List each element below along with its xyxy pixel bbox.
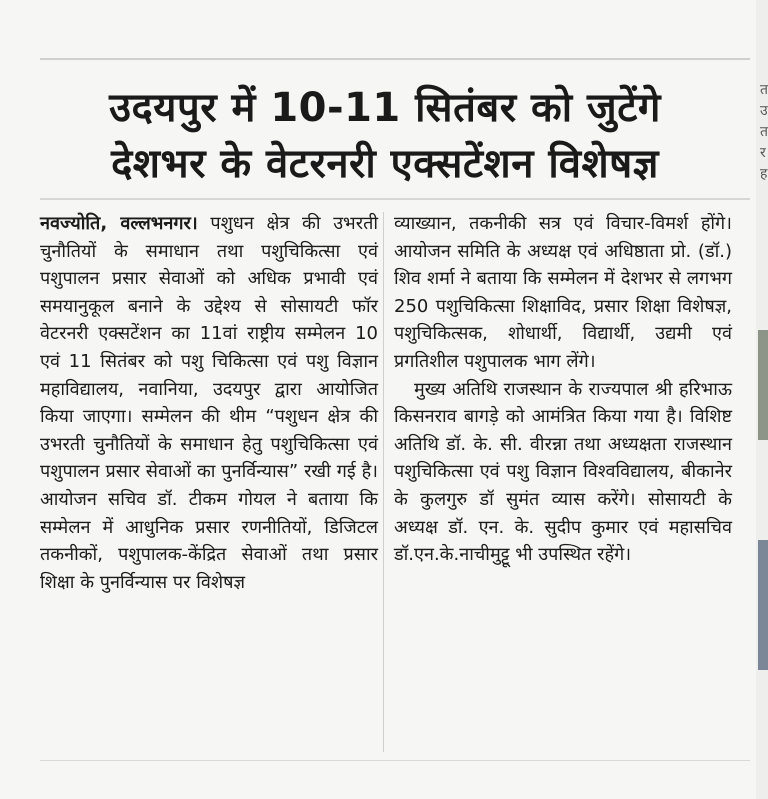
article-paragraph: मुख्य अतिथि राजस्थान के राज्यपाल श्री हरिभाऊ किसनराव बागड़े को आमंत्रित किया गया है। विशिष्ट अतिथि डॉ. के. सी. वीरन्ना तथा अध्यक्षता राजस्थान पशुचिकित्सा एवं पशु विज्ञान विश्वविद्यालय, बीकानेर के कुलगुरु डॉ सुमंत व्यास करेंगे। सोसायटी के अध्यक्ष डॉ. एन. के. सुदीप कुमार एवं महासचिव डॉ.एन.के.नाचीमुट्टू भी उपस्थित रहेंगे। — [394, 378, 732, 566]
article-column-right — [394, 210, 732, 569]
edge-text-line: र — [760, 145, 766, 161]
headline-line-2: देशभर के वेटरनरी एक्सटेंशन विशेषज्ञ — [111, 141, 659, 187]
column-divider — [383, 212, 384, 752]
headline-line-1: उदयपुर में 10-11 सितंबर को जुटेंगे — [109, 85, 661, 131]
adjacent-photo — [758, 540, 768, 670]
adjacent-photo — [758, 330, 768, 440]
article-paragraph — [40, 210, 378, 596]
edge-text-line: त — [760, 82, 768, 98]
top-divider — [40, 58, 750, 60]
article-column-left — [40, 210, 378, 596]
article-paragraph: व्याख्यान, तकनीकी सत्र एवं विचार-विमर्श होंगे। आयोजन समिति के अध्यक्ष एवं अधिष्ठाता प्रो. (डॉ.) शिव शर्मा ने बताया कि सम्मेलन में देशभर से लगभग 250 पशुचिकित्सा शिक्षाविद, प्रसार शिक्षा विशेषज्ञ, पशुचिकित्सक, शोधार्थी, विद्यार्थी, उद्यमी एवं प्रगतिशील पशुपालक भाग लेंगे। — [394, 213, 732, 372]
dateline: नवज्योति, वल्लभनगर। — [40, 213, 198, 234]
bottom-divider — [40, 760, 750, 761]
edge-text-line: ह — [760, 166, 768, 182]
edge-text-line: त — [760, 124, 768, 140]
article-text: पशुधन क्षेत्र की उभरती चुनौतियों के समाधान तथा पशुचिकित्सा एवं पशुपालन प्रसार सेवाओं को अधिक प्रभावी एवं समयानुकूल बनाने के उद्देश्य से सोसायटी फॉर वेटरनरी एक्सटेंशन का 11वां राष्ट्रीय सम्मेलन 10 एवं 11 सितंबर को पशु चिकित्सा एवं पशु विज्ञान महाविद्यालय, नवानिया, उदयपुर द्वारा आयोजित किया जाएगा। सम्मेलन की थीम “पशुधन क्षेत्र की उभरती चुनौतियों के समाधान हेतु पशुचिकित्सा एवं पशुपालन प्रसार सेवाओं का पुनर्विन्यास” रखी गई है। आयोजन सचिव डॉ. टीकम गोयल ने बताया कि सम्मेलन में आधुनिक प्रसार रणनीतियों, डिजिटल तकनीकों, पशुपालक-केंद्रित सेवाओं तथा प्रसार शिक्षा के पुनर्विन्यास पर विशेषज्ञ — [40, 213, 378, 593]
headline-divider — [40, 198, 750, 200]
adjacent-article-text — [760, 80, 768, 185]
edge-text-line: उ — [760, 103, 768, 119]
